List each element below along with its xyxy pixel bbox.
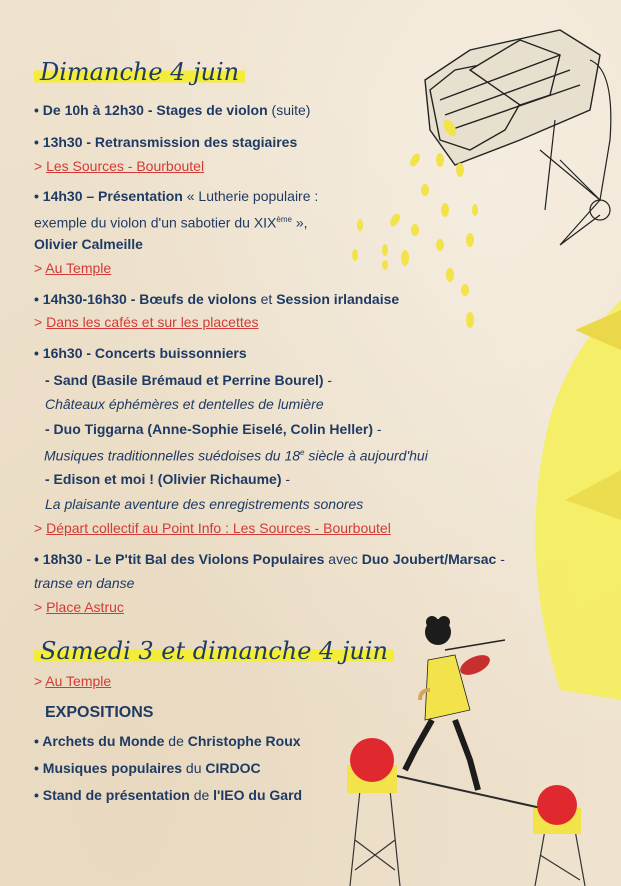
item-bal [34,550,505,568]
item-bal-title: • 18h30 - Le P'tit Bal des Violons Populaires [34,551,325,567]
concert-sand [45,371,332,389]
day1-heading: Dimanche 4 juin [34,58,245,86]
link-depart-collectif[interactable] [34,519,391,537]
item-boeufs-title: • 14h30-16h30 - Bœufs de violons [34,291,257,307]
concert-sand-title: - Sand (Basile Brémaud et Perrine Bourel) [45,372,324,388]
item-stages-time: • De 10h à 12h30 - Stages de violon [34,102,268,118]
expositions-heading: EXPOSITIONS [45,704,154,721]
expo-musiques [34,759,261,777]
item-concerts: • 16h30 - Concerts buissonniers [34,345,247,361]
item-presentation-title: « Lutherie populaire : [182,188,319,204]
item-presentation-sup: ème [276,215,292,224]
expo-musiques-author: CIRDOC [205,760,261,776]
item-presentation-time: • 14h30 – Présentation [34,188,183,204]
link-les-sources-text[interactable]: Les Sources - Bourboutel [46,158,205,174]
item-stages-note: (suite) [267,102,311,118]
expo-archets-by: de [164,733,188,749]
concert-tiggarna-title: - Duo Tiggarna (Anne-Sophie Eiselé, Colin Heller) [45,421,374,437]
item-bal-with: avec [324,551,362,567]
item-presentation-end: », [291,214,308,231]
item-presentation [34,187,318,205]
item-presentation-author: Olivier Calmeille [34,236,143,252]
concert-edison-title: - Edison et moi ! (Olivier Richaume) [45,471,282,487]
link-prefix: > [34,599,47,615]
concert-tiggarna [45,420,382,438]
item-presentation-line2 [34,211,308,232]
item-retransmission [34,133,297,151]
link-prefix: > [34,673,46,689]
concert-edison-desc: La plaisante aventure des enregistrements sonores [45,496,364,512]
item-bal-dash: - [496,551,505,567]
link-prefix: > [34,158,47,174]
link-prefix: > [34,314,47,330]
item-stages-violon [34,101,310,119]
concert-sand-dash: - [323,372,333,388]
link-les-sources[interactable] [34,157,204,175]
item-bal-desc: transe en danse [34,575,135,591]
link-cafes[interactable] [34,313,259,331]
expo-musiques-by: du [182,760,206,776]
link-cafes-text[interactable]: Dans les cafés et sur les placettes [46,314,259,330]
link-au-temple-1[interactable] [34,259,111,277]
item-presentation-text: exemple du violon d'un sabotier du XIX [34,214,277,231]
concert-sand-desc: Châteaux éphémères et dentelles de lumière [45,396,324,412]
item-boeufs-session: Session irlandaise [276,291,400,307]
day2-heading: Samedi 3 et dimanche 4 juin [34,637,394,665]
link-au-temple-2-text[interactable]: Au Temple [45,673,112,689]
expo-stand-author: l'IEO du Gard [213,787,303,803]
concert-tiggarna-desc [44,444,428,465]
expo-stand [34,786,302,804]
expo-stand-title: • Stand de présentation [34,787,190,803]
link-prefix: > [34,260,46,276]
concert-edison [45,470,290,488]
concert-tiggarna-dash: - [373,421,382,437]
concert-tiggarna-desc-a: Musiques traditionnelles suédoises du 18 [44,447,301,464]
expo-archets-author: Christophe Roux [187,733,301,749]
link-place-astruc-text[interactable]: Place Astruc [46,599,124,615]
expo-musiques-title: • Musiques populaires [34,760,183,776]
item-bal-duo: Duo Joubert/Marsac [361,551,497,567]
concert-tiggarna-sup: e [300,448,305,457]
link-au-temple-2[interactable] [34,672,111,690]
expo-archets-title: • Archets du Monde [34,733,165,749]
item-retransmission-title: • 13h30 - Retransmission des stagiaires [34,134,298,150]
expo-archets [34,732,301,750]
link-au-temple-1-text[interactable]: Au Temple [45,260,112,276]
item-boeufs-and: et [256,291,277,307]
concert-tiggarna-desc-b: siècle à aujourd'hui [304,447,428,464]
expo-stand-by: de [189,787,214,803]
link-place-astruc[interactable] [34,598,124,616]
concert-edison-dash: - [281,471,291,487]
link-prefix: > [34,520,47,536]
link-depart-collectif-text[interactable]: Départ collectif au Point Info : Les Sources - Bourboutel [46,520,391,536]
item-boeufs [34,290,399,308]
